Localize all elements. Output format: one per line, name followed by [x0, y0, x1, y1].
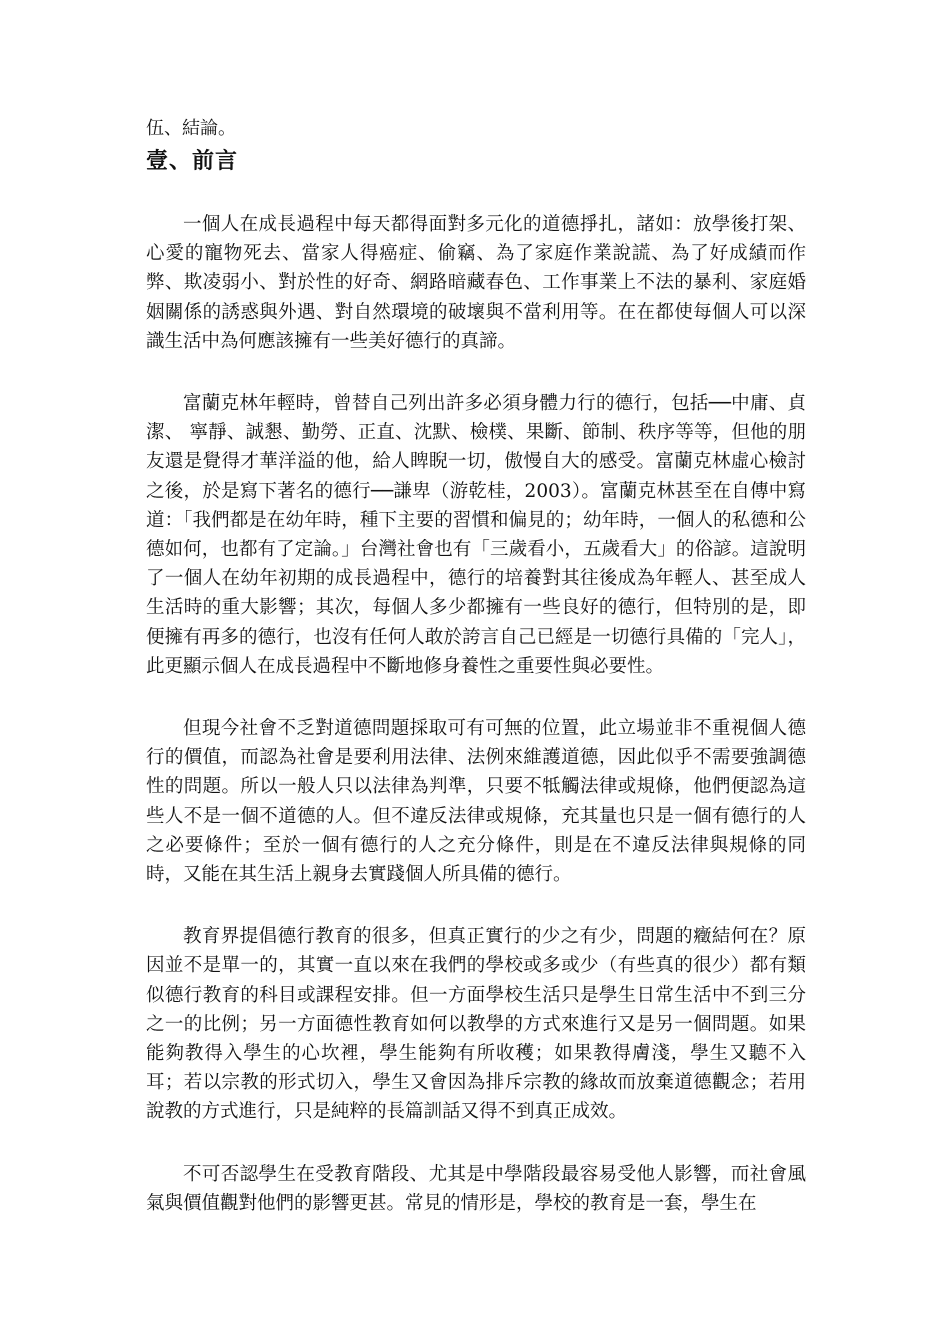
document-page [146, 116, 806, 1218]
toc-entry-conclusion: 伍、結論。 [146, 118, 236, 139]
paragraph-2: 富蘭克林年輕時，曾替自己列出許多必須身體力行的德行，包括──中庸、貞潔、 寧靜、誠懇、勤勞、正直、沈默、檢樸、果斷、節制、秩序等等，但他的朋友還是覺得才華洋溢的他，給人睥睨一切，傲慢自大的感受。富蘭克林虛心檢討之後，於是寫下著名的德行──謙卑（游乾桂，2003）。富蘭克林甚至在自傳中寫道：「我們都是在幼年時，種下主要的習慣和偏見的；幼年時，一個人的私德和公德如何，也都有了定論。」台灣社會也有「三歲看小，五歲看大」的俗諺。這說明了一個人在幼年初期的成長過程中，德行的培養對其往後成為年輕人、甚至成人生活時的重大影響；其次，每個人多少都擁有一些良好的德行，但特別的是，即便擁有再多的德行，也沒有任何人敢於誇言自己已經是一切德行具備的「完人」，此更顯示個人在成長過程中不斷地修身養性之重要性與必要性。 [146, 393, 806, 677]
paragraph-3: 但現今社會不乏對道德問題採取可有可無的位置，此立場並非不重視個人德行的價值，而認為社會是要利用法律、法例來維護道德，因此似乎不需要強調德性的問題。所以一般人只以法律為判準，只要不牴觸法律或規條，他們便認為這些人不是一個不道德的人。但不違反法律或規條，充其量也只是一個有德行的人之必要條件；至於一個有德行的人之充分條件，則是在不違反法律與規條的同時，又能在其生活上親身去實踐個人所具備的德行。 [146, 718, 806, 886]
paragraph-4: 教育界提倡德行教育的很多，但真正實行的少之有少，問題的癥結何在？原因並不是單一的，其實一直以來在我們的學校或多或少（有些真的很少）都有類似德行教育的科目或課程安排。但一方面學校生活只是學生日常生活中不到三分之一的比例；另一方面德性教育如何以教學的方式來進行又是另一個問題。如果能夠教得入學生的心坎裡，學生能夠有所收穫；如果教得膚淺，學生又聽不入耳；若以宗教的形式切入，學生又會因為排斥宗教的緣故而放棄道德觀念；若用說教的方式進行，只是純粹的長篇訓話又得不到真正成效。 [146, 926, 806, 1123]
section-heading: 壹、前言 [146, 148, 239, 174]
paragraph-1: 一個人在成長過程中每天都得面對多元化的道德掙扎，諸如：放學後打架、心愛的寵物死去、當家人得癌症、偷竊、為了家庭作業說謊、為了好成績而作弊、欺凌弱小、對於性的好奇、網路暗藏春色、工作事業上不法的暴利、家庭婚姻關係的誘惑與外遇、對自然環境的破壞與不當利用等。在在都使每個人可以深識生活中為何應該擁有一些美好德行的真諦。 [146, 214, 806, 352]
paragraph-5: 不可否認學生在受教育階段、尤其是中學階段最容易受他人影響，而社會風氣與價值觀對他們的影響更甚。常見的情形是，學校的教育是一套，學生在 [146, 1163, 806, 1214]
